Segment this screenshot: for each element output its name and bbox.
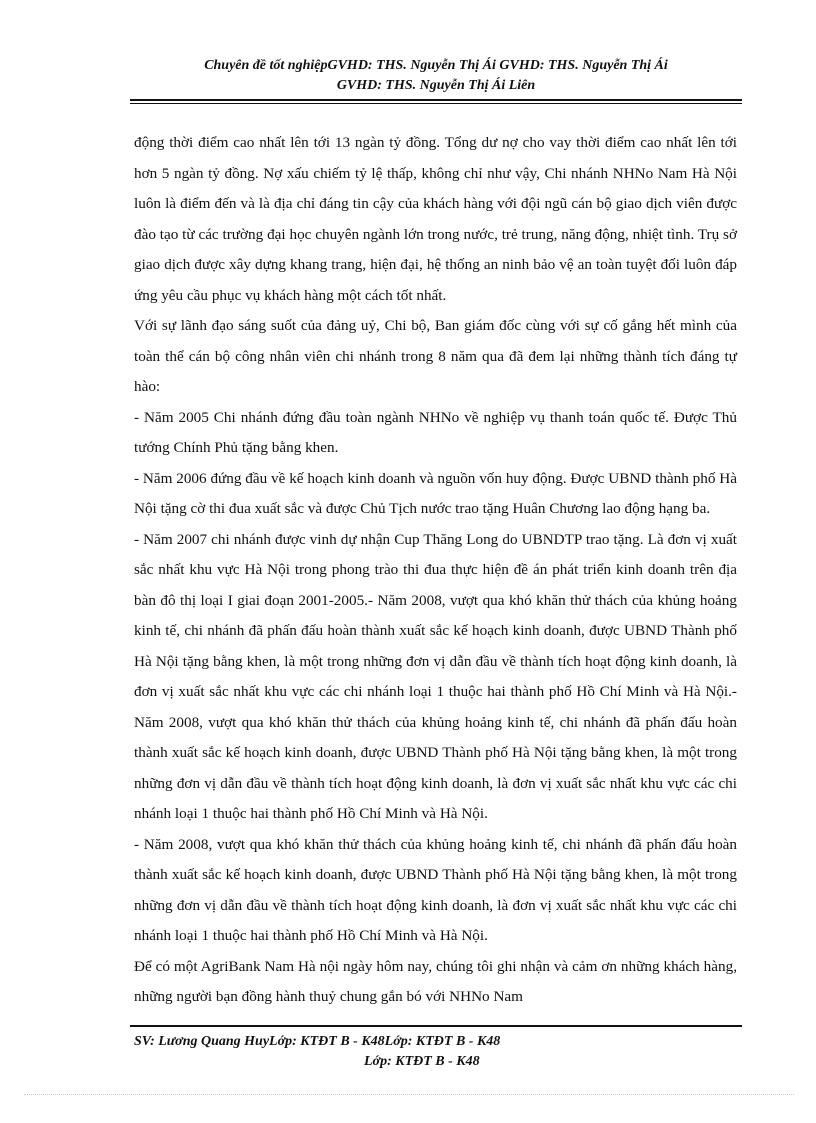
- footer-line-2: Lớp: KTĐT B - K48: [364, 1054, 480, 1069]
- paragraph: động thời điểm cao nhất lên tới 13 ngàn tỷ đồng. Tổng dư nợ cho vay thời điểm cao nhất lên tới hơn 5 ngàn tỷ đồng. Nợ xấu chiếm tỷ lệ thấp, không chỉ như vậy, Chi nhánh NHNo Nam Hà Nội luôn là điểm đến và là địa chỉ đáng tin cậy của khách hàng với đội ngũ cán bộ giao dịch viên được đào tạo từ các trường đại học chuyên ngành lớn trong nước, trẻ trung, năng động, nhiệt tình. Trụ sở giao dịch được xây dựng khang trang, hiện đại, hệ thống an ninh bảo vệ an toàn tuyệt đối luôn đáp ứng yêu cầu phục vụ khách hàng một cách tốt nhất.: [134, 134, 737, 304]
- paragraph: - Năm 2007 chi nhánh được vinh dự nhận Cup Thăng Long do UBNDTP trao tặng. Là đơn vị xuất sắc nhất khu vực Hà Nội trong phong trào thi đua thực hiện đề án phát triển kinh doanh trên địa bàn đô thị loại I giai đoạn 2001-2005.- Năm 2008, vượt qua khó khăn thử thách của khủng hoảng kinh tế, chi nhánh đã phấn đấu hoàn thành xuất sắc kế hoạch kinh doanh, được UBND Thành phố Hà Nội tặng bằng khen, là một trong những đơn vị dẫn đầu về thành tích hoạt động kinh doanh, là đơn vị xuất sắc nhất khu vực các chi nhánh loại 1 thuộc hai thành phố Hồ Chí Minh và Hà Nội.- Năm 2008, vượt qua khó khăn thử thách của khủng hoảng kinh tế, chi nhánh đã phấn đấu hoàn thành xuất sắc kế hoạch kinh doanh, được UBND Thành phố Hà Nội tặng bằng khen, là một trong những đơn vị dẫn đầu về thành tích hoạt động kinh doanh, là đơn vị xuất sắc nhất khu vực các chi nhánh loại 1 thuộc hai thành phố Hồ Chí Minh và Hà Nội.: [134, 530, 737, 822]
- header-line-1: Chuyên đề tốt nghiệpGVHD: THS. Nguyễn Thị Ái GVHD: THS. Nguyễn Thị Ái: [204, 58, 668, 73]
- header-rule: [130, 99, 742, 101]
- paragraph: Để có một AgriBank Nam Hà nội ngày hôm nay, chúng tôi ghi nhận và cảm ơn những khách hàng, những người bạn đồng hành thuỷ chung gắn bó với NHNo Nam: [134, 957, 737, 1005]
- page-footer: [134, 1032, 674, 1072]
- header-line-2: GVHD: THS. Nguyễn Thị Ái Liên: [336, 78, 536, 93]
- paragraph: - Năm 2008, vượt qua khó khăn thử thách của khủng hoảng kinh tế, chi nhánh đã phấn đấu hoàn thành xuất sắc kế hoạch kinh doanh, được UBND Thành phố Hà Nội tặng bằng khen, là một trong những đơn vị dẫn đầu về thành tích hoạt động kinh doanh, là đơn vị xuất sắc nhất khu vực các chi nhánh loại 1 thuộc hai thành phố Hồ Chí Minh và Hà Nội.: [134, 835, 737, 944]
- paragraph: - Năm 2006 đứng đầu về kế hoạch kinh doanh và nguồn vốn huy động. Được UBND thành phố Hà Nội tặng cờ thi đua xuất sắc và được Chủ Tịch nước trao tặng Huân Chương lao động hạng ba.: [134, 469, 737, 517]
- page-header: [130, 56, 742, 96]
- footer-line-1: SV: Lương Quang HuyLớp: KTĐT B - K48Lớp: KTĐT B - K48: [134, 1034, 501, 1049]
- paragraph: Với sự lãnh đạo sáng suốt của đảng uỷ, Chi bộ, Ban giám đốc cùng với sự cố gắng hết mình của toàn thể cán bộ công nhân viên chi nhánh trong 8 năm qua đã đem lại những thành tích đáng tự hào:: [134, 317, 737, 395]
- footer-rule: [130, 1025, 742, 1027]
- header-rule-thin: [130, 103, 742, 104]
- document-body: [134, 128, 737, 1013]
- page-edge-divider: [24, 1094, 794, 1095]
- paragraph: - Năm 2005 Chi nhánh đứng đầu toàn ngành NHNo về nghiệp vụ thanh toán quốc tế. Được Thủ tướng Chính Phủ tặng bằng khen.: [134, 408, 737, 456]
